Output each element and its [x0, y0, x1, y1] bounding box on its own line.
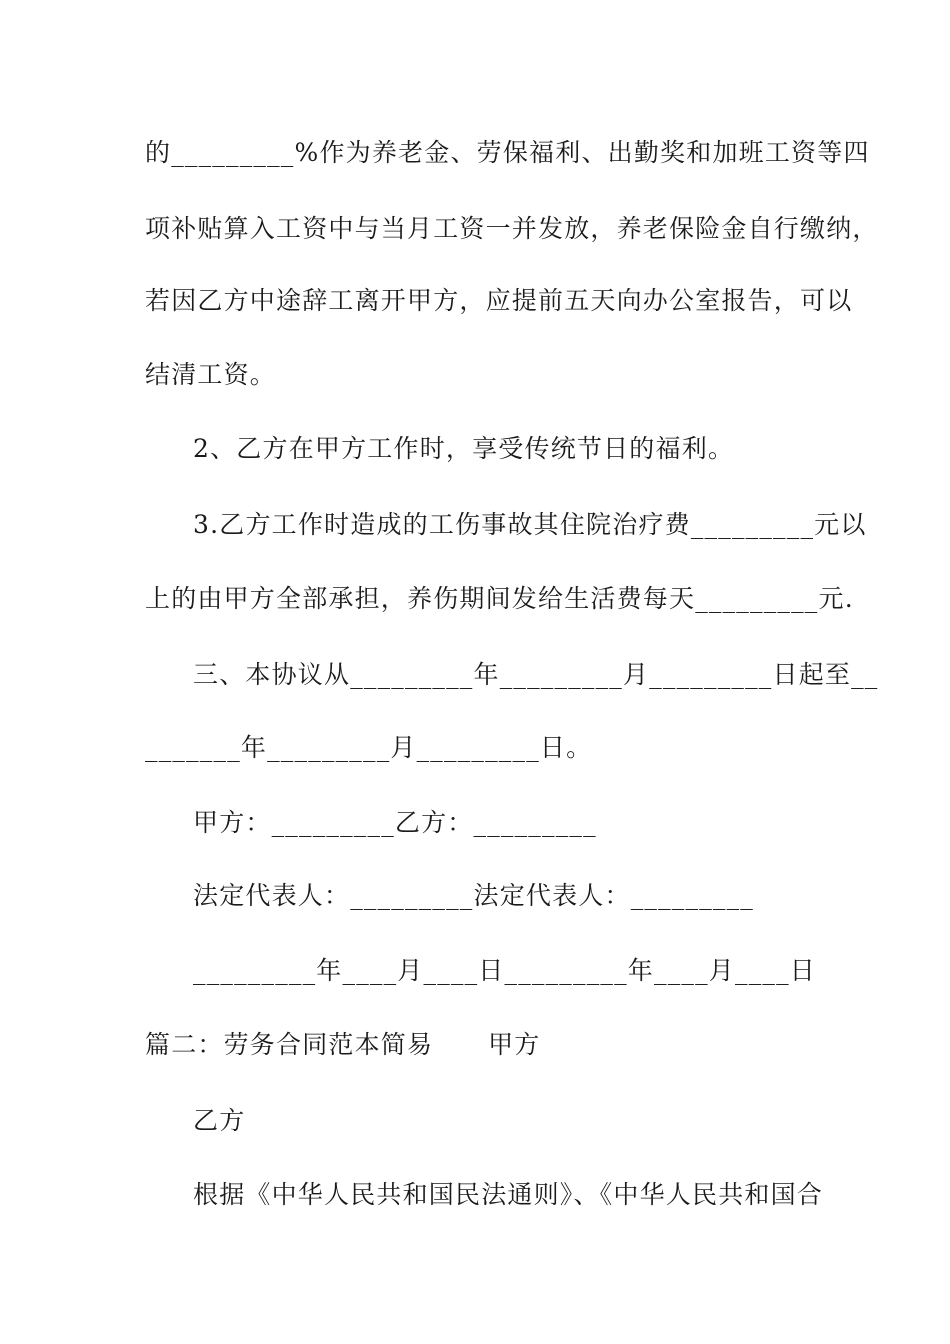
- paragraph-line: 的_________%作为养老金、劳保福利、出勤奖和加班工资等四: [145, 138, 870, 167]
- paragraph-line: 若因乙方中途辞工离开甲方，应提前五天向办公室报告，可以: [145, 286, 853, 315]
- term-clause-line: 三、本协议从_________年_________月_________日起至__: [193, 660, 879, 689]
- clause-3-line: 3.乙方工作时造成的工伤事故其住院治疗费_________元以: [193, 510, 867, 539]
- paragraph-line: 项补贴算入工资中与当月工资一并发放，养老保险金自行缴纳，: [145, 214, 879, 243]
- clause-2-line: 2、乙方在甲方工作时，享受传统节日的福利。: [193, 434, 735, 463]
- term-clause-continuation: _______年_________月_________日。: [145, 733, 593, 762]
- signature-date-line: _________年____月____日_________年____月____日: [193, 956, 817, 985]
- section-heading: 篇二：劳务合同范本简易 甲方: [145, 1030, 541, 1059]
- legal-representative-line: 法定代表人：_________法定代表人：_________: [193, 881, 755, 910]
- clause-3-continuation: 上的由甲方全部承担，养伤期间发给生活费每天_________元.: [145, 584, 854, 613]
- paragraph-line: 结清工资。: [145, 360, 277, 389]
- parties-signature-line: 甲方：_________乙方：_________: [193, 808, 597, 837]
- paragraph-line: 根据《中华人民共和国民法通则》、《中华人民共和国合: [193, 1180, 824, 1209]
- party-b-label: 乙方: [193, 1106, 246, 1135]
